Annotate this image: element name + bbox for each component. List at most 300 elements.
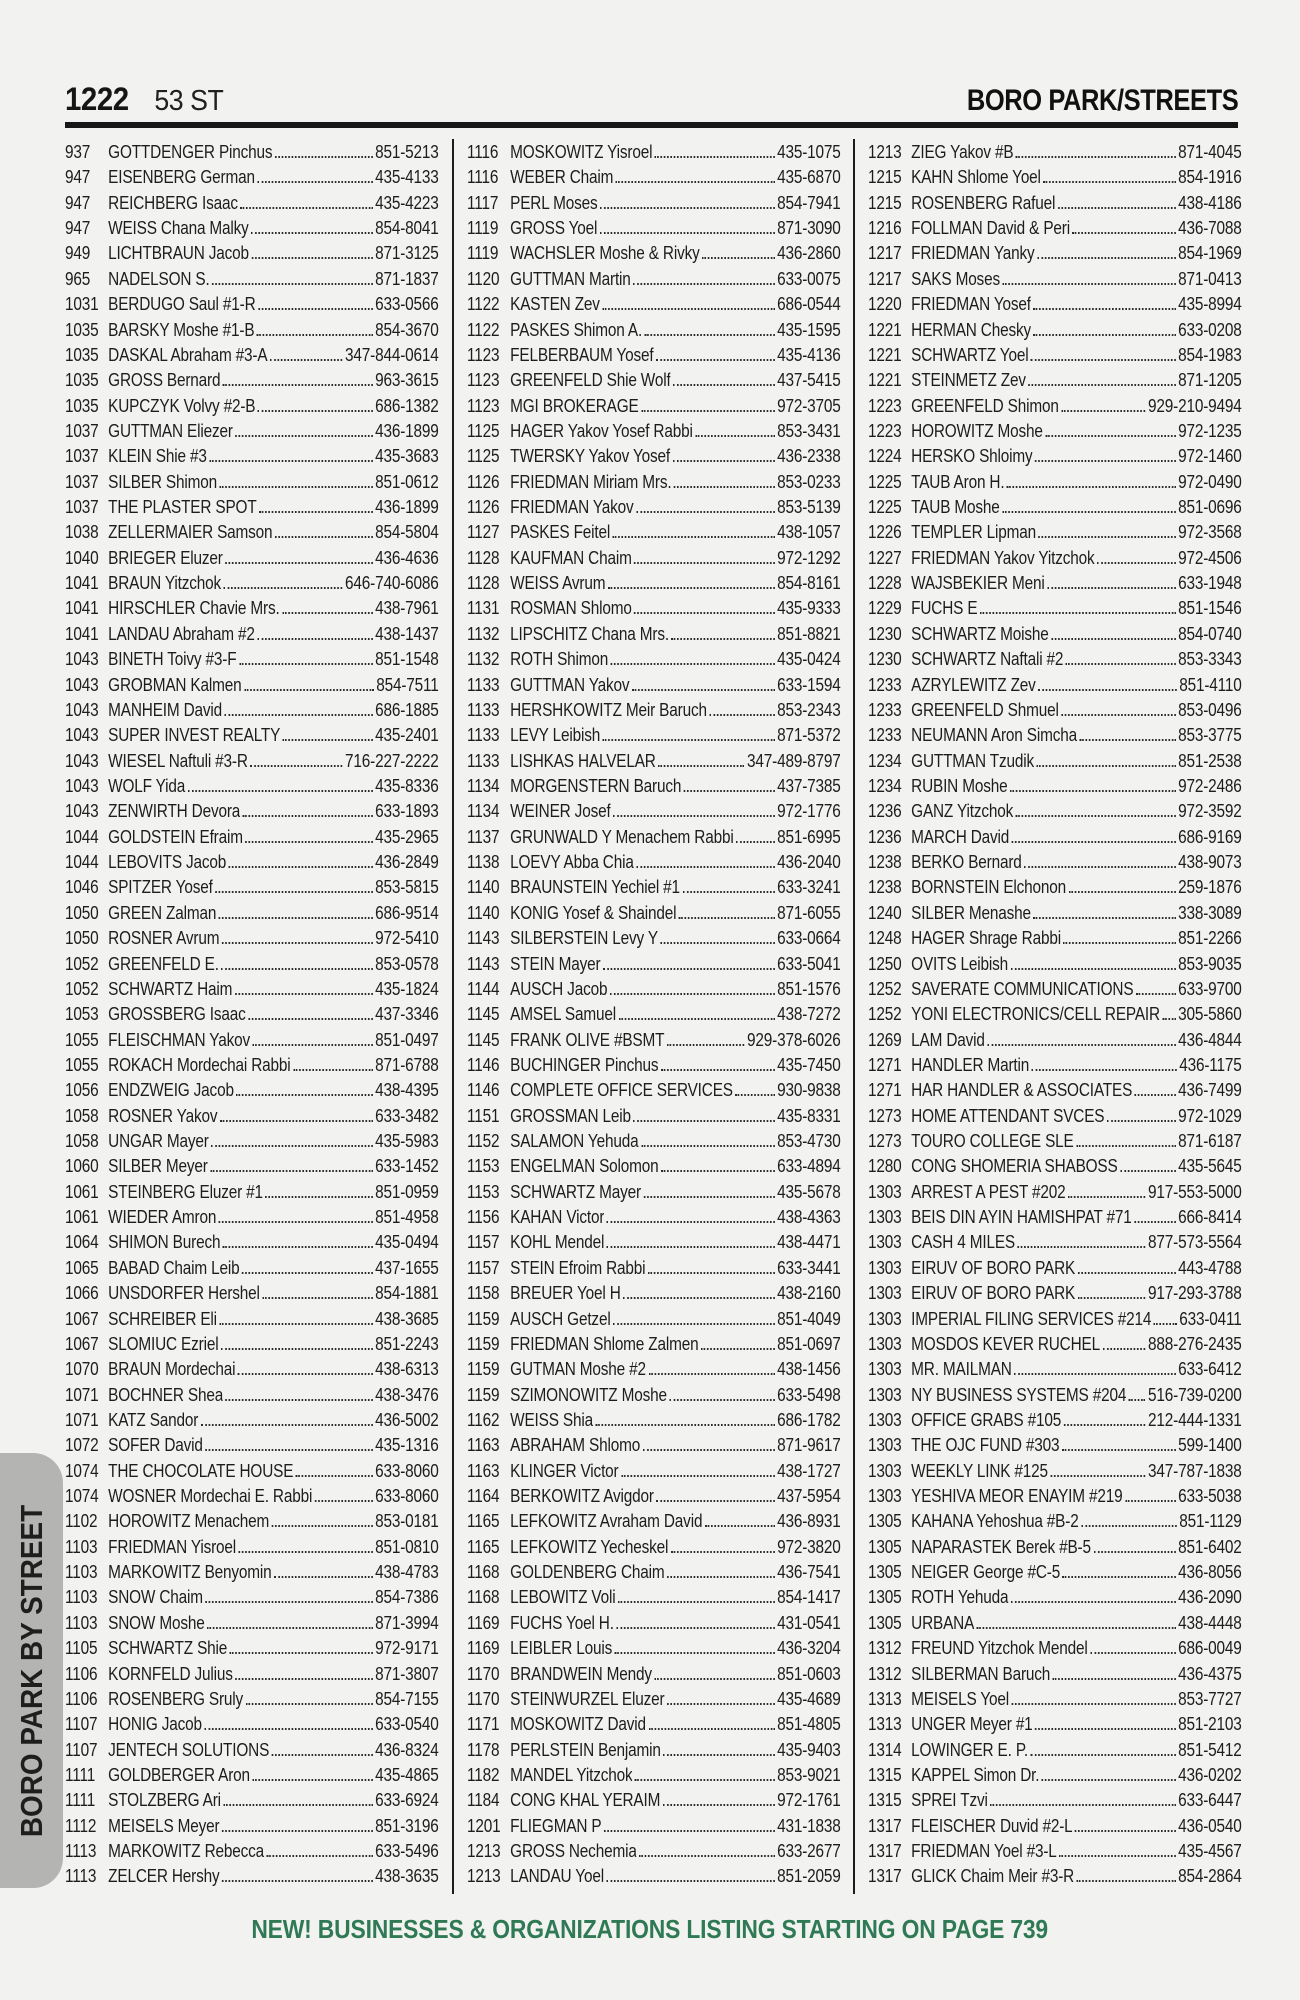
- phone-number: 436-7088: [1178, 217, 1242, 239]
- house-number: 1061: [65, 1206, 99, 1228]
- directory-entry: [65, 1356, 439, 1381]
- dot-leader: [1064, 941, 1176, 944]
- listing-name: FUCHS E: [911, 597, 978, 619]
- listing-name: MOSKOWITZ David: [509, 1713, 646, 1735]
- dot-leader: [252, 1778, 372, 1781]
- header-left: [65, 81, 223, 118]
- house-number: 1153: [466, 1180, 500, 1202]
- phone-number: 666-8414: [1178, 1206, 1242, 1228]
- dot-leader: [1012, 1702, 1176, 1705]
- dot-leader: [695, 434, 774, 437]
- dot-leader: [702, 256, 774, 259]
- phone-number: 431-0541: [776, 1611, 841, 1633]
- directory-entry: [868, 697, 1242, 722]
- house-number: 1223: [868, 394, 902, 416]
- listing-name: KATZ Sandor: [108, 1408, 199, 1430]
- phone-number: 972-1776: [776, 800, 841, 822]
- listing-name: NAPARASTEK Berek #B-5: [911, 1535, 1092, 1557]
- directory-entry: [868, 570, 1242, 595]
- dot-leader: [1063, 1575, 1176, 1578]
- directory-entry: [65, 1610, 439, 1635]
- directory-entry: [868, 646, 1242, 671]
- directory-entry: [868, 951, 1242, 976]
- listing-name: WIEDER Amron: [108, 1206, 217, 1228]
- directory-column: [452, 139, 841, 1894]
- directory-entry: [467, 976, 841, 1001]
- house-number: 1215: [868, 166, 902, 188]
- house-number: 947: [65, 217, 91, 239]
- dot-leader: [663, 1753, 774, 1756]
- phone-number: 305-5860: [1178, 1003, 1242, 1025]
- house-number: 1050: [65, 901, 99, 923]
- house-number: 1053: [65, 1003, 99, 1025]
- listing-name: TEMPLER Lipman: [911, 521, 1037, 543]
- dot-leader: [205, 1600, 372, 1603]
- listing-name: BORNSTEIN Elchonon: [911, 876, 1067, 898]
- dot-leader: [222, 1829, 373, 1832]
- directory-entry: [65, 1255, 439, 1280]
- house-number: 1238: [868, 851, 902, 873]
- listing-name: SCHWARTZ Yoel: [911, 343, 1029, 365]
- house-number: 1313: [868, 1713, 902, 1735]
- listing-name: LEFKOWITZ Avraham David: [509, 1510, 702, 1532]
- listing-name: STEINMETZ Zev: [911, 369, 1027, 391]
- dot-leader: [642, 1448, 774, 1451]
- directory-entry: [65, 215, 439, 240]
- dot-leader: [204, 1727, 372, 1730]
- listing-name: STEINBERG Eluzer #1: [108, 1180, 263, 1202]
- directory-entry: [868, 849, 1242, 874]
- directory-entry: [868, 1204, 1242, 1229]
- directory-entry: [65, 164, 439, 189]
- listing-name: CONG SHOMERIA SHABOSS: [911, 1155, 1118, 1177]
- directory-entry: [467, 317, 841, 342]
- dot-leader: [648, 1727, 774, 1730]
- dot-leader: [632, 688, 775, 691]
- listing-name: GREENFELD Shimon: [911, 394, 1060, 416]
- phone-number: 853-0496: [1178, 698, 1242, 720]
- directory-entry: [65, 1027, 439, 1052]
- directory-entry: [467, 139, 841, 164]
- listing-name: FRIEDMAN Yanky: [911, 242, 1035, 264]
- house-number: 1157: [466, 1231, 500, 1253]
- directory-entry: [467, 1787, 841, 1812]
- phone-number: 871-3090: [776, 217, 841, 239]
- directory-entry: [467, 1280, 841, 1305]
- phone-number: 435-4865: [375, 1764, 439, 1785]
- house-number: 1271: [868, 1053, 902, 1075]
- dot-leader: [667, 1702, 775, 1705]
- house-number: 1037: [65, 445, 99, 467]
- phone-number: 438-7961: [375, 597, 439, 619]
- house-number: 1116: [466, 141, 498, 162]
- listing-name: HIRSCHLER Chavie Mrs.: [108, 597, 280, 619]
- directory-entry: [65, 1407, 439, 1432]
- dot-leader: [656, 358, 775, 361]
- listing-name: SPREI Tzvi: [911, 1789, 989, 1811]
- phone-number: 854-1417: [776, 1586, 841, 1608]
- listing-name: PASKES Shimon A.: [509, 318, 642, 340]
- phone-number: 436-2040: [776, 851, 841, 873]
- listing-name: BRAUNSTEIN Yechiel #1: [509, 876, 680, 898]
- house-number: 1303: [868, 1180, 902, 1202]
- directory-entry: [467, 1610, 841, 1635]
- listing-name: MEISELS Yoel: [911, 1687, 1010, 1709]
- dot-leader: [600, 206, 775, 209]
- phone-number: 438-4448: [1178, 1611, 1242, 1633]
- phone-number: 438-1727: [776, 1459, 841, 1481]
- house-number: 1122: [466, 293, 500, 315]
- dot-leader: [673, 383, 775, 386]
- listing-name: BRAUN Mordechai: [108, 1358, 236, 1380]
- house-number: 1146: [466, 1053, 500, 1075]
- directory-entry: [868, 976, 1242, 1001]
- dot-leader: [235, 434, 372, 437]
- phone-number: 438-4395: [375, 1079, 439, 1101]
- house-number: 1074: [65, 1485, 99, 1507]
- phone-number: 633-0411: [1179, 1307, 1242, 1329]
- listing-name: HOROWITZ Menachem: [108, 1510, 270, 1532]
- listing-name: BABAD Chaim Leib: [108, 1256, 240, 1278]
- listing-name: GOTTDENGER Pinchus: [108, 141, 273, 162]
- house-number: 949: [65, 242, 91, 264]
- listing-name: LISHKAS HALVELAR: [509, 749, 656, 771]
- dot-leader: [219, 485, 372, 488]
- dot-leader: [1107, 1119, 1176, 1122]
- house-number: 1153: [466, 1155, 500, 1177]
- house-number: 1111: [65, 1789, 96, 1811]
- listing-name: FREUND Yitzchok Mendel: [911, 1637, 1088, 1659]
- listing-name: SLOMIUC Ezriel: [108, 1332, 219, 1354]
- phone-number: 438-7272: [776, 1003, 841, 1025]
- house-number: 1221: [868, 369, 902, 391]
- listing-name: BOCHNER Shea: [108, 1383, 224, 1405]
- dot-leader: [1035, 459, 1176, 462]
- directory-entry: [868, 621, 1242, 646]
- directory-entry: [65, 519, 439, 544]
- phone-number: 435-4136: [776, 343, 841, 365]
- dot-leader: [1003, 282, 1176, 285]
- phone-number: 436-1175: [1179, 1053, 1242, 1075]
- house-number: 1074: [65, 1459, 99, 1481]
- dot-leader: [1024, 865, 1175, 868]
- listing-name: KLINGER Victor: [509, 1459, 619, 1481]
- phone-number: 854-7511: [376, 673, 439, 695]
- listing-name: GUTTMAN Eliezer: [108, 419, 233, 441]
- phone-number: 437-5415: [776, 369, 841, 391]
- phone-number: 871-0413: [1178, 267, 1242, 289]
- listing-name: KORNFELD Julius: [108, 1662, 233, 1684]
- directory-entry: [65, 418, 439, 443]
- dot-leader: [735, 1093, 774, 1096]
- listing-name: KUPCZYK Volvy #2-B: [108, 394, 256, 416]
- dot-leader: [222, 1879, 373, 1882]
- house-number: 1071: [65, 1408, 99, 1430]
- dot-leader: [246, 1702, 373, 1705]
- directory-entry: [65, 1052, 439, 1077]
- phone-number: 851-8821: [776, 622, 841, 644]
- dot-leader: [1047, 586, 1175, 589]
- listing-name: GROBMAN Kalmen: [108, 673, 242, 695]
- directory-entry: [65, 1635, 439, 1660]
- directory-entry: [65, 1204, 439, 1229]
- listing-name: WEISS Shia: [509, 1408, 593, 1430]
- dot-leader: [243, 814, 373, 817]
- house-number: 1072: [65, 1434, 99, 1456]
- dot-leader: [1003, 510, 1176, 513]
- phone-number: 853-5815: [375, 876, 439, 898]
- listing-name: WOSNER Mordechai E. Rabbi: [108, 1485, 313, 1507]
- house-number: 1250: [868, 952, 902, 974]
- dot-leader: [980, 611, 1176, 614]
- phone-number: 438-3476: [375, 1383, 439, 1405]
- house-number: 1159: [466, 1332, 500, 1354]
- house-number: 1043: [65, 648, 99, 670]
- listing-name: ROSMAN Shlomo: [509, 597, 632, 619]
- dot-leader: [265, 1195, 372, 1198]
- directory-entry: [868, 1128, 1242, 1153]
- phone-number: 633-4894: [776, 1155, 841, 1177]
- page-header: [65, 74, 1238, 118]
- directory-entry: [65, 1787, 439, 1812]
- directory-entry: [868, 1762, 1242, 1787]
- listing-name: FUCHS Yoel H.: [509, 1611, 614, 1633]
- dot-leader: [1062, 1448, 1176, 1451]
- listing-name: UNGAR Mayer: [108, 1130, 209, 1152]
- dot-leader: [604, 1829, 775, 1832]
- house-number: 1071: [65, 1383, 99, 1405]
- dot-leader: [1044, 180, 1176, 183]
- directory-entry: [467, 418, 841, 443]
- dot-leader: [641, 409, 775, 412]
- listing-name: GREENFELD Shie Wolf: [509, 369, 671, 391]
- house-number: 1159: [466, 1307, 500, 1329]
- dot-leader: [293, 1068, 373, 1071]
- listing-name: AZRYLEWITZ Zev: [911, 673, 1037, 695]
- phone-number: 851-1129: [1179, 1510, 1242, 1532]
- house-number: 1168: [466, 1586, 500, 1608]
- house-number: 1126: [466, 470, 500, 492]
- directory-entry: [868, 1737, 1242, 1762]
- dot-leader: [616, 1626, 774, 1629]
- phone-number: 854-1916: [1178, 166, 1242, 188]
- phone-number: 851-0612: [375, 470, 439, 492]
- dot-leader: [1031, 1753, 1176, 1756]
- directory-entry: [467, 646, 841, 671]
- dot-leader: [602, 307, 774, 310]
- listing-name: LAM David: [911, 1028, 986, 1050]
- page-number: 1222: [65, 81, 129, 117]
- listing-name: GANZ Yitzchok: [911, 800, 1014, 822]
- dot-leader: [644, 333, 774, 336]
- house-number: 1055: [65, 1028, 99, 1050]
- house-number: 1058: [65, 1130, 99, 1152]
- dot-leader: [613, 814, 775, 817]
- listing-name: FOLLMAN David & Peri: [911, 217, 1071, 239]
- listing-name: MEISELS Meyer: [108, 1814, 220, 1836]
- listing-name: HERSHKOWITZ Meir Baruch: [509, 698, 707, 720]
- phone-number: 435-7450: [776, 1053, 841, 1075]
- phone-number: 633-3241: [776, 876, 841, 898]
- phone-number: 436-4844: [1178, 1028, 1242, 1050]
- house-number: 1125: [466, 419, 500, 441]
- house-number: 1133: [466, 749, 500, 771]
- dot-leader: [1016, 814, 1176, 817]
- house-number: 1143: [466, 927, 500, 949]
- directory-entry: [65, 545, 439, 570]
- dot-leader: [1060, 1854, 1176, 1857]
- house-number: 1159: [466, 1358, 500, 1380]
- listing-name: EIRUV OF BORO PARK: [911, 1256, 1076, 1278]
- directory-entry: [868, 1661, 1242, 1686]
- directory-entry: [467, 1838, 841, 1863]
- listing-name: LEIBLER Louis: [509, 1637, 612, 1659]
- house-number: 1116: [466, 166, 498, 188]
- dot-leader: [212, 282, 373, 285]
- directory-entry: [467, 748, 841, 773]
- phone-number: 854-1969: [1178, 242, 1242, 264]
- listing-name: ROSENBERG Sruly: [108, 1687, 244, 1709]
- directory-entry: [467, 900, 841, 925]
- phone-number: 338-3089: [1178, 901, 1242, 923]
- dot-leader: [667, 1043, 745, 1046]
- dot-leader: [223, 1803, 372, 1806]
- house-number: 965: [65, 267, 91, 289]
- listing-name: AMSEL Samuel: [509, 1003, 616, 1025]
- dot-leader: [1136, 992, 1176, 995]
- house-number: 1233: [868, 698, 902, 720]
- listing-name: WEISS Chana Malky: [108, 217, 249, 239]
- phone-number: 853-0233: [776, 470, 841, 492]
- dot-leader: [1125, 1499, 1176, 1502]
- phone-number: 633-0540: [375, 1713, 439, 1735]
- house-number: 1117: [466, 191, 498, 213]
- listing-name: GROSSBERG Isaac: [108, 1003, 246, 1025]
- house-number: 1061: [65, 1180, 99, 1202]
- directory-entry: [467, 570, 841, 595]
- dot-leader: [1037, 764, 1176, 767]
- dot-leader: [633, 1119, 774, 1122]
- dot-leader: [656, 1499, 774, 1502]
- phone-number: 443-4788: [1178, 1256, 1242, 1278]
- listing-name: TOURO COLLEGE SLE: [911, 1130, 1074, 1152]
- dot-leader: [991, 1803, 1176, 1806]
- phone-number: 436-8056: [1178, 1561, 1242, 1583]
- phone-number: 851-6995: [776, 825, 841, 847]
- phone-number: 871-1205: [1178, 369, 1242, 391]
- dot-leader: [1051, 637, 1176, 640]
- phone-number: 435-2401: [375, 724, 439, 746]
- phone-number: 871-9617: [776, 1434, 841, 1456]
- house-number: 937: [65, 141, 91, 162]
- directory-entry: [467, 1153, 841, 1178]
- house-number: 1220: [868, 293, 902, 315]
- directory-entry: [467, 697, 841, 722]
- phone-number: 633-0208: [1178, 318, 1242, 340]
- phone-number: 438-3635: [375, 1865, 439, 1887]
- directory-entry: [868, 1331, 1242, 1356]
- directory-entry: [868, 798, 1242, 823]
- directory-entry: [868, 164, 1242, 189]
- phone-number: 853-3431: [776, 419, 841, 441]
- directory-entry: [467, 393, 841, 418]
- listing-name: FLEISCHER Duvid #2-L: [911, 1814, 1073, 1836]
- dot-leader: [613, 1322, 775, 1325]
- house-number: 1138: [466, 851, 500, 873]
- house-number: 1216: [868, 217, 902, 239]
- house-number: 1132: [466, 648, 500, 670]
- listing-name: MOSKOWITZ Yisroel: [509, 141, 653, 162]
- phone-number: 917-553-5000: [1148, 1180, 1242, 1202]
- dot-leader: [211, 1144, 372, 1147]
- listing-name: SCHWARTZ Naftali #2: [911, 648, 1064, 670]
- directory-entry: [65, 1153, 439, 1178]
- house-number: 1156: [466, 1206, 500, 1228]
- phone-number: 633-0664: [776, 927, 841, 949]
- listing-name: UNSDORFER Hershel: [108, 1282, 260, 1304]
- phone-number: 435-2965: [375, 825, 439, 847]
- directory-entry: [467, 1584, 841, 1609]
- directory-entry: [65, 824, 439, 849]
- directory-entry: [868, 1356, 1242, 1381]
- house-number: 1105: [65, 1637, 98, 1659]
- dot-leader: [1035, 1727, 1176, 1730]
- house-number: 1234: [868, 774, 902, 796]
- directory-entry: [868, 874, 1242, 899]
- dot-leader: [615, 180, 774, 183]
- directory-entry: [65, 595, 439, 620]
- dot-leader: [219, 916, 373, 919]
- directory-entry: [467, 925, 841, 950]
- phone-number: 438-4471: [776, 1231, 841, 1253]
- phone-number: 853-5139: [776, 496, 841, 518]
- house-number: 1035: [65, 369, 99, 391]
- dot-leader: [235, 1677, 372, 1680]
- listing-name: NY BUSINESS SYSTEMS #204: [911, 1383, 1127, 1405]
- directory-entry: [868, 1787, 1242, 1812]
- phone-number: 437-7385: [776, 774, 841, 796]
- listing-name: MORGENSTERN Baruch: [509, 774, 681, 796]
- house-number: 1223: [868, 419, 902, 441]
- phone-number: 431-1838: [776, 1814, 841, 1836]
- listing-name: FLEISCHMAN Yakov: [108, 1028, 250, 1050]
- listing-name: KONIG Yosef & Shaindel: [509, 901, 677, 923]
- phone-number: 438-9073: [1178, 851, 1242, 873]
- phone-number: 851-4110: [1179, 673, 1242, 695]
- listing-name: CASH 4 MILES: [911, 1231, 1016, 1253]
- phone-number: 633-6924: [375, 1789, 439, 1811]
- listing-name: JENTECH SOLUTIONS: [108, 1738, 270, 1760]
- dot-leader: [977, 1626, 1176, 1629]
- house-number: 1146: [466, 1079, 500, 1101]
- directory-entry: [467, 1737, 841, 1762]
- phone-number: 435-4567: [1178, 1840, 1242, 1862]
- house-number: 1305: [868, 1561, 902, 1583]
- listing-name: LANDAU Abraham #2: [108, 622, 255, 644]
- house-number: 1137: [466, 825, 500, 847]
- phone-number: 435-4223: [375, 191, 439, 213]
- house-number: 1303: [868, 1434, 902, 1456]
- listing-name: ZENWIRTH Devora: [108, 800, 241, 822]
- phone-number: 972-0490: [1178, 470, 1242, 492]
- dot-leader: [252, 1043, 372, 1046]
- house-number: 1050: [65, 927, 99, 949]
- phone-number: 851-2266: [1178, 927, 1242, 949]
- phone-number: 438-3685: [375, 1307, 439, 1329]
- dot-leader: [1068, 1195, 1146, 1198]
- listing-name: ENGELMAN Solomon: [509, 1155, 659, 1177]
- dot-leader: [188, 789, 373, 792]
